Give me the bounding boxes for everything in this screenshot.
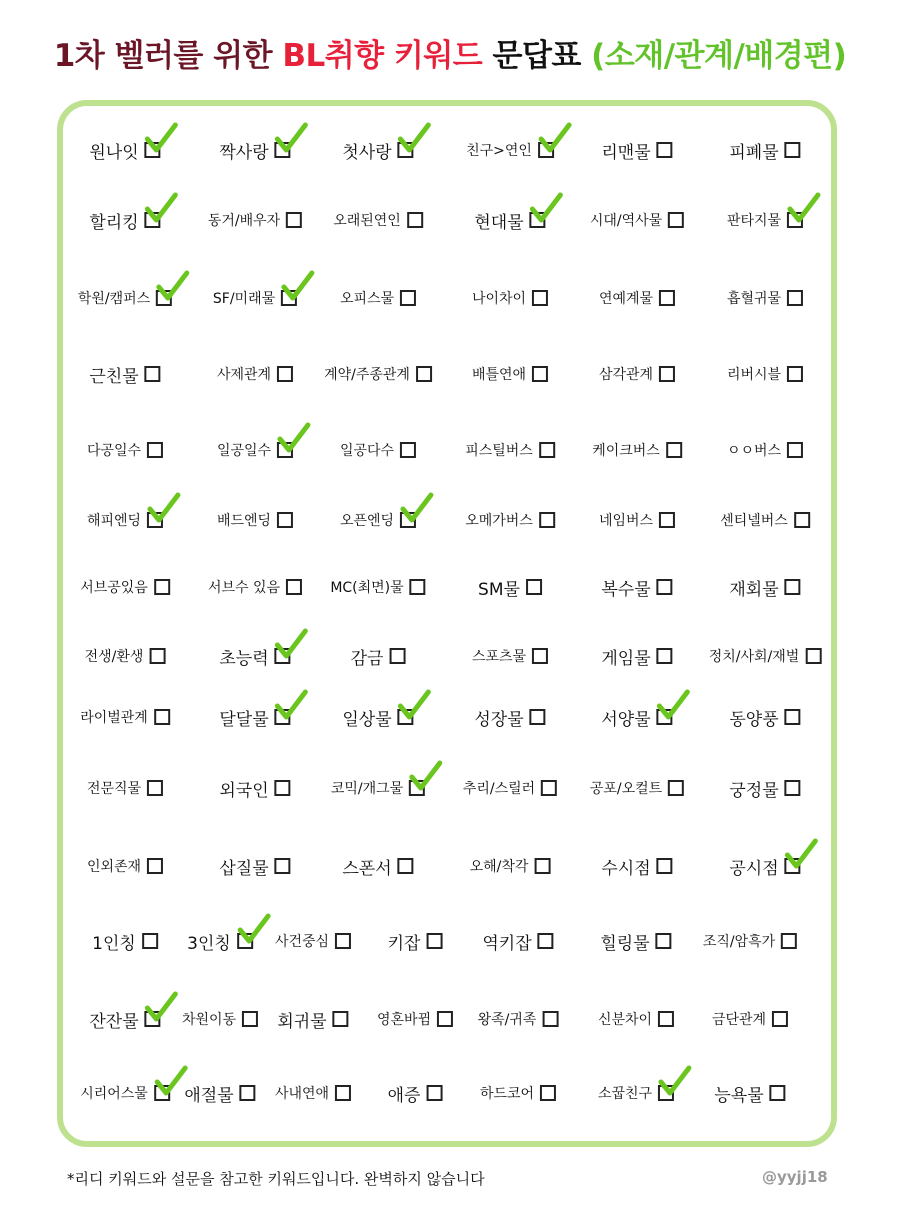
keyword-label: 오메가버스 [465,513,533,529]
checkmark-icon [787,192,821,226]
keyword-checkbox[interactable] [426,933,442,949]
keyword-checkbox[interactable] [787,290,803,306]
keyword-label: 네임버스 [598,513,654,529]
keyword-checkbox[interactable] [389,648,405,664]
keyword-item[interactable] [342,846,413,886]
keyword-label: 금단관계 [711,1012,767,1028]
checkmark-icon [237,913,271,947]
keyword-checkbox[interactable] [275,709,291,725]
keyword-checkbox[interactable] [335,933,351,949]
title-part-1: 1차 벨러를 위한 [53,38,283,74]
keyword-checkbox[interactable] [275,780,291,796]
title-part-4: (소재/관계/배경편) [591,38,847,74]
keyword-checkbox[interactable] [147,858,163,874]
keyword-item[interactable] [712,999,788,1039]
checkmark-icon [275,628,309,662]
keyword-item[interactable] [377,999,453,1039]
keyword-checkbox[interactable] [400,512,416,528]
checkmark-icon [145,192,179,226]
keyword-checkbox[interactable] [154,1085,170,1101]
checkmark-icon [398,689,432,723]
keyword-checkbox[interactable] [156,290,172,306]
keyword-item[interactable] [182,999,258,1039]
keyword-checkbox[interactable] [541,780,557,796]
keyword-checkbox[interactable] [656,933,672,949]
keyword-item[interactable] [89,999,160,1039]
keyword-label: 게임물 [601,648,651,669]
keyword-item[interactable] [729,697,800,737]
keyword-item[interactable] [590,200,684,240]
keyword-label: 사제관계 [216,367,272,383]
keyword-checkbox[interactable] [335,1085,351,1101]
keyword-label: 오래된연인 [333,213,401,229]
keyword-label: 왕족/귀족 [477,1012,537,1028]
keyword-label: 서양물 [601,709,651,730]
checkmark-icon [785,838,819,872]
keyword-checkbox[interactable] [277,366,293,382]
keyword-label: 궁정물 [729,780,779,801]
keyword-item[interactable] [601,697,672,737]
keyword-item[interactable] [324,354,432,394]
keyword-checkbox[interactable] [666,442,682,458]
keyword-item[interactable] [599,278,675,318]
keyword-item[interactable] [85,636,166,676]
keyword-label: 영혼바뀜 [376,1012,432,1028]
keyword-item[interactable] [727,430,803,470]
keyword-label: 달달물 [219,709,269,730]
checkmark-icon [400,492,434,526]
checkmark-icon [398,122,432,156]
keyword-label: SF/미래물 [212,291,276,307]
keyword-label: 힐링물 [600,933,650,954]
keyword-label: 다공일수 [86,443,142,459]
checkmark-icon [538,122,572,156]
keyword-item[interactable] [219,768,290,808]
checkmark-icon [145,122,179,156]
checkmark-icon [275,689,309,723]
keyword-item[interactable] [87,768,163,808]
keyword-item[interactable] [330,567,425,607]
keyword-label: 오해/착각 [469,859,529,875]
keyword-label: 재회물 [729,579,779,600]
keyword-item[interactable] [275,1073,351,1113]
keyword-label: 사건중심 [274,934,330,950]
keyword-checkbox[interactable] [534,858,550,874]
keyword-checkbox[interactable] [668,212,684,228]
keyword-item[interactable] [187,921,253,961]
keyword-item[interactable] [219,130,290,170]
keyword-item[interactable] [599,500,675,540]
keyword-checkbox[interactable] [333,1011,349,1027]
keyword-item[interactable] [601,636,672,676]
keyword-label: 스포츠물 [471,649,527,665]
keyword-checkbox[interactable] [787,366,803,382]
keyword-label: 전생/환생 [84,649,144,665]
keyword-label: 차원이동 [181,1012,237,1028]
title-part-3: 문답표 [492,38,592,74]
keyword-checkbox[interactable] [242,1011,258,1027]
keyword-item[interactable] [80,1073,170,1113]
keyword-item[interactable] [80,567,170,607]
keyword-item[interactable] [217,500,293,540]
keyword-checkbox[interactable] [659,290,675,306]
keyword-label: 센티넬버스 [720,513,788,529]
keyword-checkbox[interactable] [659,512,675,528]
keyword-label: SM물 [478,579,520,600]
keyword-item[interactable] [87,430,163,470]
keyword-checkbox[interactable] [657,142,673,158]
keyword-checkbox[interactable] [770,1085,786,1101]
keyword-item[interactable] [217,430,293,470]
keyword-label: 배드엔딩 [216,513,272,529]
keyword-checkbox[interactable] [659,366,675,382]
keyword-item[interactable] [465,500,555,540]
keyword-item[interactable] [388,921,443,961]
keyword-label: 애증 [387,1085,421,1106]
keyword-label: 능욕물 [714,1085,764,1106]
keyword-checkbox[interactable] [400,442,416,458]
keyword-checkbox[interactable] [286,579,302,595]
keyword-label: 친구>연인 [466,143,532,159]
checkmark-icon [277,422,311,456]
keyword-label: 회귀물 [277,1011,327,1032]
keyword-label: 일공다수 [339,443,395,459]
keyword-checkbox[interactable] [805,648,821,664]
keyword-item[interactable] [729,768,800,808]
keyword-item[interactable] [720,500,810,540]
keyword-label: 성장물 [474,709,524,730]
keyword-item[interactable] [342,130,413,170]
keyword-checkbox[interactable] [398,142,414,158]
keyword-label: 복수물 [601,579,651,600]
keyword-item[interactable] [727,278,803,318]
footer-note: *리디 키워드와 설문을 참고한 키워드입니다. 완벽하지 않습니다 [67,1170,485,1188]
keyword-checkbox[interactable] [277,512,293,528]
keyword-checkbox[interactable] [785,579,801,595]
checkmark-icon [409,760,443,794]
keyword-label: 오피스물 [339,291,395,307]
keyword-label: 원나잇 [89,142,139,163]
keyword-checkbox[interactable] [540,1085,556,1101]
checkmark-icon [657,689,691,723]
keyword-item[interactable] [601,846,672,886]
keyword-item[interactable] [472,636,548,676]
keyword-item[interactable] [275,921,351,961]
keyword-item[interactable] [714,1073,785,1113]
checkmark-icon [154,1065,188,1099]
keyword-checkbox[interactable] [275,648,291,664]
checkmark-icon [147,492,181,526]
keyword-item[interactable] [465,430,555,470]
keyword-checkbox[interactable] [657,648,673,664]
keyword-item[interactable] [217,354,293,394]
keyword-label: 연예계물 [598,291,654,307]
keyword-item[interactable] [340,500,416,540]
checkmark-icon [281,270,315,304]
keyword-item[interactable] [208,567,302,607]
keyword-item[interactable] [472,278,548,318]
keyword-item[interactable] [388,1073,443,1113]
checkmark-icon [145,991,179,1025]
checkmark-icon [156,270,190,304]
keyword-checkbox[interactable] [657,579,673,595]
keyword-checkbox[interactable] [237,933,253,949]
keyword-checkbox[interactable] [781,933,797,949]
keyword-item[interactable] [601,567,672,607]
keyword-item[interactable] [466,130,554,170]
keyword-checkbox[interactable] [657,858,673,874]
keyword-checkbox[interactable] [145,212,161,228]
keyword-checkbox[interactable] [532,648,548,664]
keyword-item[interactable] [92,921,158,961]
keyword-item[interactable] [474,200,545,240]
keyword-checkbox[interactable] [416,366,432,382]
keyword-item[interactable] [709,636,822,676]
keyword-label: MC(최면)물 [330,580,404,596]
keyword-checkbox[interactable] [539,512,555,528]
keyword-checkbox[interactable] [147,512,163,528]
keyword-checkbox[interactable] [530,212,546,228]
keyword-label: 학원/캠퍼스 [77,291,151,307]
keyword-label: 역키잡 [482,933,532,954]
keyword-checkbox[interactable] [526,579,542,595]
keyword-label: 삼각관계 [598,367,654,383]
keyword-label: 조직/암흑가 [702,934,776,950]
keyword-item[interactable] [480,1073,556,1113]
keyword-item[interactable] [331,768,425,808]
keyword-checkbox[interactable] [400,290,416,306]
keyword-label: 첫사랑 [342,142,392,163]
keyword-label: 시리어스물 [80,1086,148,1102]
keyword-checkbox[interactable] [275,142,291,158]
keyword-checkbox[interactable] [154,579,170,595]
keyword-item[interactable] [342,697,413,737]
keyword-item[interactable] [78,278,172,318]
keyword-label: 사내연애 [274,1086,330,1102]
keyword-checkbox[interactable] [658,1011,674,1027]
keyword-checkbox[interactable] [785,142,801,158]
keyword-label: 코믹/개그물 [330,781,404,797]
keyword-checkbox[interactable] [407,212,423,228]
keyword-label: 동양풍 [729,709,779,730]
keyword-checkbox[interactable] [787,442,803,458]
keyword-checkbox[interactable] [145,142,161,158]
keyword-checkbox[interactable] [785,780,801,796]
keyword-label: 피폐물 [729,142,779,163]
keyword-item[interactable] [729,567,800,607]
keyword-label: 현대물 [474,212,524,233]
keyword-label: 배틀연애 [471,367,527,383]
keyword-label: 나이차이 [471,291,527,307]
keyword-checkbox[interactable] [530,709,546,725]
keyword-item[interactable] [601,130,672,170]
keyword-label: 공포/오컬트 [589,781,663,797]
keyword-item[interactable] [599,354,675,394]
keyword-item[interactable] [89,130,160,170]
keyword-item[interactable] [333,200,423,240]
keyword-item[interactable] [219,846,290,886]
keyword-label: 피스틸버스 [465,443,533,459]
keyword-item[interactable] [219,636,290,676]
keyword-checkbox[interactable] [281,290,297,306]
keyword-checkbox[interactable] [398,858,414,874]
keyword-label: 초능력 [219,648,269,669]
checkmark-icon [658,1065,692,1099]
keyword-checkbox[interactable] [145,366,161,382]
keyword-item[interactable] [351,636,406,676]
keyword-item[interactable] [277,999,348,1039]
keyword-label: 애절물 [184,1085,234,1106]
keyword-item[interactable] [598,999,674,1039]
keyword-label: 흡혈귀물 [726,291,782,307]
keyword-item[interactable] [703,921,797,961]
keyword-checkbox[interactable] [538,933,554,949]
title-part-2: BL취향 키워드 [282,38,493,74]
keyword-item[interactable] [340,430,416,470]
keyword-label: 스폰서 [342,858,392,879]
keyword-checkbox[interactable] [286,212,302,228]
keyword-item[interactable] [472,354,548,394]
keyword-checkbox[interactable] [657,709,673,725]
keyword-checkbox[interactable] [785,709,801,725]
keyword-label: 할리킹 [89,212,139,233]
keyword-label: 짝사랑 [219,142,269,163]
keyword-checkbox[interactable] [240,1085,256,1101]
keyword-item[interactable] [598,1073,674,1113]
keyword-checkbox[interactable] [154,709,170,725]
keyword-label: ㅇㅇ버스 [726,443,782,459]
keyword-label: 정치/사회/재벌 [708,649,800,665]
keyword-checkbox[interactable] [410,579,426,595]
keyword-checkbox[interactable] [149,648,165,664]
checkmark-icon [275,122,309,156]
keyword-item[interactable] [727,354,803,394]
keyword-item[interactable] [87,846,163,886]
keyword-item[interactable] [729,846,800,886]
keyword-item[interactable] [87,500,163,540]
keyword-checkbox[interactable] [147,442,163,458]
author-handle: @yyjj18 [762,1168,828,1186]
keyword-checkbox[interactable] [794,512,810,528]
keyword-label: 오픈엔딩 [339,513,395,529]
keyword-item[interactable] [340,278,416,318]
keyword-item[interactable] [219,697,290,737]
keyword-label: 서브수 있음 [207,580,281,596]
keyword-label: 잔잔물 [89,1011,139,1032]
keyword-label: 리버시블 [726,367,782,383]
keyword-label: 해피엔딩 [86,513,142,529]
keyword-label: 근친물 [89,366,139,387]
keyword-label: 판타지물 [726,213,782,229]
keyword-label: 공시점 [729,858,779,879]
keyword-checkbox[interactable] [542,1011,558,1027]
keyword-label: 라이벌관계 [80,710,148,726]
keyword-label: 신분차이 [597,1012,653,1028]
keyword-label: 일공일수 [216,443,272,459]
keyword-label: 삽질물 [219,858,269,879]
keyword-item[interactable] [592,430,682,470]
keyword-item[interactable] [590,768,684,808]
keyword-item[interactable] [474,697,545,737]
keyword-checkbox[interactable] [437,1011,453,1027]
keyword-item[interactable] [208,200,302,240]
keyword-checkbox[interactable] [275,858,291,874]
keyword-checkbox[interactable] [147,780,163,796]
keyword-item[interactable] [600,921,671,961]
keyword-label: 전문직물 [86,781,142,797]
keyword-label: 케이크버스 [592,443,660,459]
keyword-checkbox[interactable] [532,290,548,306]
keyword-label: 계약/주종관계 [324,367,410,383]
keyword-checkbox[interactable] [277,442,293,458]
keyword-item[interactable] [727,200,803,240]
keyword-checkbox[interactable] [787,212,803,228]
keyword-checkbox[interactable] [145,1011,161,1027]
keyword-item[interactable] [89,354,160,394]
keyword-label: 동거/배우자 [207,213,281,229]
keyword-label: 1인칭 [92,933,136,954]
keyword-item[interactable] [729,130,800,170]
keyword-item[interactable] [89,200,160,240]
keyword-checkbox[interactable] [538,142,554,158]
keyword-checkbox[interactable] [658,1085,674,1101]
keyword-item[interactable] [184,1073,255,1113]
keyword-item[interactable] [482,921,553,961]
checkmark-icon [530,192,564,226]
keyword-checkbox[interactable] [668,780,684,796]
keyword-item[interactable] [478,999,559,1039]
keyword-item[interactable] [478,567,542,607]
keyword-checkbox[interactable] [409,780,425,796]
keyword-label: 수시점 [601,858,651,879]
keyword-item[interactable] [470,846,551,886]
keyword-item[interactable] [80,697,170,737]
keyword-label: 시대/역사물 [589,213,663,229]
keyword-label: 리맨물 [601,142,651,163]
keyword-checkbox[interactable] [539,442,555,458]
keyword-item[interactable] [213,278,297,318]
keyword-checkbox[interactable] [785,858,801,874]
keyword-label: 하드코어 [479,1086,535,1102]
keyword-checkbox[interactable] [772,1011,788,1027]
keyword-label: 3인칭 [187,933,231,954]
keyword-label: 감금 [350,648,384,669]
keyword-label: 외국인 [219,780,269,801]
keyword-label: 추리/스릴러 [462,781,536,797]
keyword-label: 서브공있음 [80,580,148,596]
keyword-label: 일상물 [342,709,392,730]
keyword-item[interactable] [463,768,557,808]
keyword-label: 소꿉친구 [597,1086,653,1102]
keyword-label: 키잡 [387,933,421,954]
keyword-checkbox[interactable] [142,933,158,949]
keyword-label: 인외존재 [86,859,142,875]
keyword-checkbox[interactable] [426,1085,442,1101]
keyword-checkbox[interactable] [398,709,414,725]
keyword-checkbox[interactable] [532,366,548,382]
